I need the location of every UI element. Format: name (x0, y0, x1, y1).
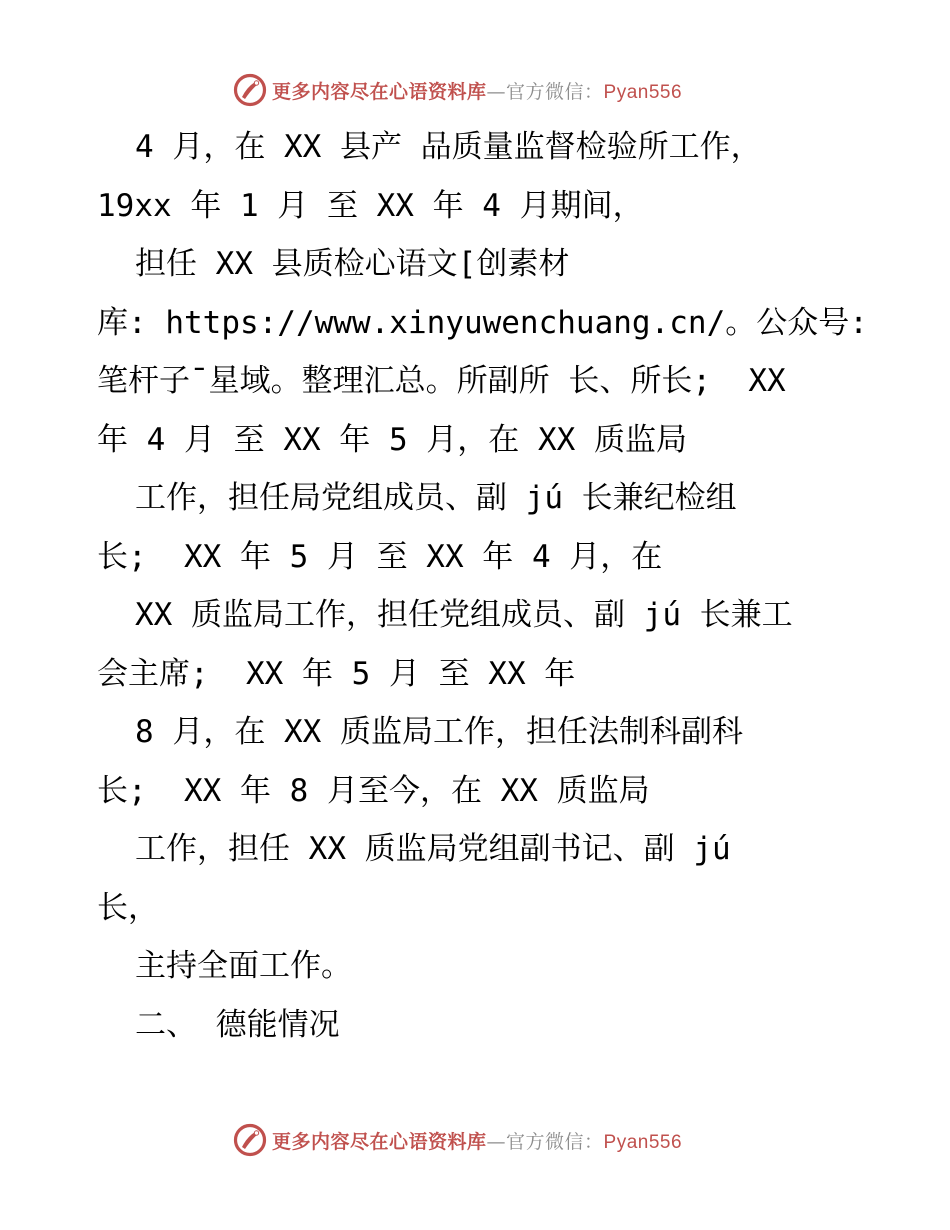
text-line: 长; XX 年 8 月至今，在 XX 质监局 (97, 773, 650, 809)
text-line: 工作，担任 XX 质监局党组副书记、副 jú (135, 831, 731, 867)
brush-circle-logo-icon (233, 1123, 267, 1157)
text-line: XX 质监局工作，担任党组成员、副 jú 长兼工 (135, 597, 793, 633)
text-line: 担任 XX 县质检心语文[创素材 (135, 246, 570, 282)
text-line: 会主席; XX 年 5 月 至 XX 年 (97, 656, 576, 692)
text-line: 库: https://www.xinyuwenchuang.cn/。公众号: (97, 305, 868, 341)
text-line: 8 月，在 XX 质监局工作，担任法制科副科 (135, 714, 743, 750)
banner-text: 更多内容尽在心语资料库—官方微信：Pyan556 (272, 1130, 683, 1153)
section-heading: 二、 德能情况 (135, 1007, 340, 1043)
text-line: 4 月，在 XX 县产 品质量监督检验所工作， (135, 129, 762, 165)
text-line: 长， (97, 890, 159, 926)
text-line: 19xx 年 1 月 至 XX 年 4 月期间， (97, 188, 644, 224)
text-line: 主持全面工作。 (135, 948, 352, 984)
text-line: 工作，担任局党组成员、副 jú 长兼纪检组 (135, 480, 737, 516)
banner-text: 更多内容尽在心语资料库—官方微信：Pyan556 (272, 80, 683, 103)
text-line: 长; XX 年 5 月 至 XX 年 4 月，在 (97, 539, 663, 575)
text-line: 笔杆子¯星域。整理汇总。所副所 长、所长; XX (97, 363, 786, 399)
footer-banner (233, 1122, 682, 1158)
text-line: 年 4 月 至 XX 年 5 月，在 XX 质监局 (97, 422, 687, 458)
